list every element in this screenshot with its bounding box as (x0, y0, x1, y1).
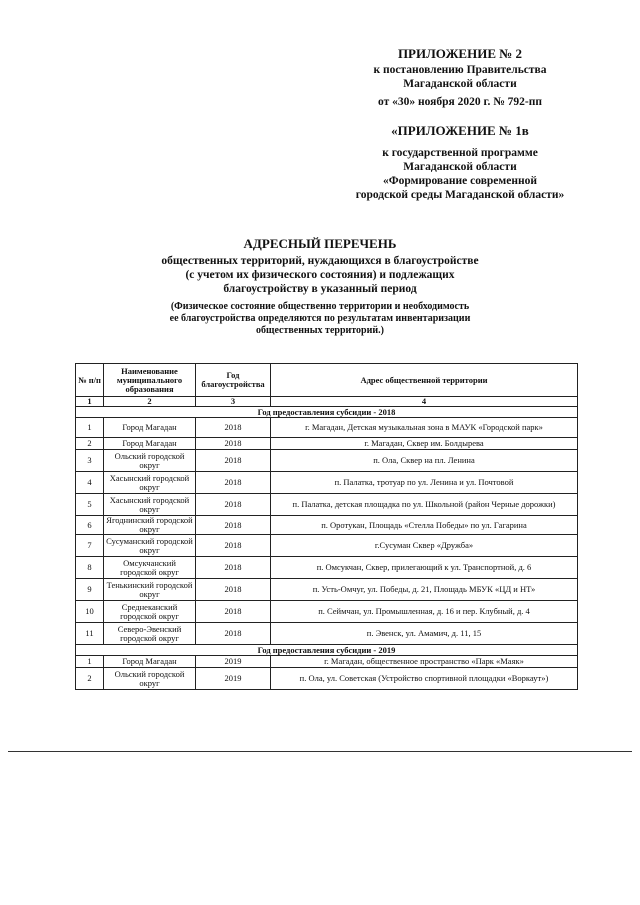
row-number: 7 (76, 535, 104, 557)
header-number: № п/п (76, 364, 104, 397)
appendix-2-line: от «30» ноября 2020 г. № 792-пп (378, 96, 542, 108)
row-year: 2018 (196, 601, 271, 623)
appendix-2-heading: ПРИЛОЖЕНИЕ № 2 (397, 46, 523, 61)
column-number: 3 (196, 397, 271, 407)
row-year: 2018 (196, 579, 271, 601)
row-year: 2018 (196, 438, 271, 450)
row-year: 2018 (196, 418, 271, 438)
row-number: 3 (76, 450, 104, 472)
header-address: Адрес общественной территории (271, 364, 578, 397)
row-address: п. Палатка, детская площадка по ул. Школьной (район Черные дорожки) (271, 494, 578, 516)
section-row (76, 407, 578, 418)
note-line: общественных территорий.) (256, 325, 384, 336)
row-year: 2019 (196, 656, 271, 668)
document-note (80, 301, 560, 337)
section-label: Год предоставления субсидии - 2018 (76, 407, 578, 418)
row-municipality: Хасынский городской округ (104, 472, 196, 494)
table-row (76, 668, 578, 690)
row-year: 2019 (196, 668, 271, 690)
row-number: 1 (76, 656, 104, 668)
row-address: п. Эвенск, ул. Амамич, д. 11, 15 (271, 623, 578, 645)
appendix-1-line: городской среды Магаданской области» (355, 189, 565, 201)
document-subtitle (80, 254, 560, 296)
subtitle-line: (с учетом их физического состояния) и подлежащих (185, 269, 455, 281)
row-municipality: Хасынский городской округ (104, 494, 196, 516)
table-row (76, 472, 578, 494)
appendix-2-line: Магаданской области (403, 78, 517, 90)
column-number: 1 (76, 397, 104, 407)
row-municipality: Город Магадан (104, 418, 196, 438)
row-municipality: Тенькинский городской округ (104, 579, 196, 601)
row-year: 2018 (196, 623, 271, 645)
row-address: п. Усть-Омчуг, ул. Победы, д. 21, Площадь МБУК «ЦД и НТ» (271, 579, 578, 601)
row-year: 2018 (196, 535, 271, 557)
appendix-1-line: «Формирование современной (383, 175, 537, 187)
row-year: 2018 (196, 472, 271, 494)
note-line: ее благоустройства определяются по результатам инвентаризации (169, 313, 471, 324)
address-table (75, 363, 578, 690)
column-number: 2 (104, 397, 196, 407)
row-municipality: Омсукчанский городской округ (104, 557, 196, 579)
row-address: п. Ола, ул. Советская (Устройство спортивной площадки «Воркаут») (271, 668, 578, 690)
row-year: 2018 (196, 494, 271, 516)
row-year: 2018 (196, 557, 271, 579)
table-row (76, 656, 578, 668)
table-row (76, 438, 578, 450)
row-address: г. Магадан, Сквер им. Болдырева (271, 438, 578, 450)
table-body (76, 397, 578, 690)
row-address: г. Магадан, Детская музыкальная зона в МАУК «Городской парк» (271, 418, 578, 438)
row-number: 2 (76, 668, 104, 690)
section-row (76, 645, 578, 656)
row-number: 6 (76, 516, 104, 535)
note-line: (Физическое состояние общественно территории и необходимость (170, 301, 470, 312)
row-address: п. Палатка, тротуар по ул. Ленина и ул. Почтовой (271, 472, 578, 494)
table-row (76, 623, 578, 645)
table-row (76, 494, 578, 516)
table-row (76, 516, 578, 535)
appendix-2-block (300, 47, 620, 109)
section-label: Год предоставления субсидии - 2019 (76, 645, 578, 656)
row-number: 9 (76, 579, 104, 601)
row-year: 2018 (196, 450, 271, 472)
table-row (76, 450, 578, 472)
row-municipality: Ягоднинский городской округ (104, 516, 196, 535)
appendix-1-line: к государственной программе (382, 147, 538, 159)
row-address: п. Омсукчан, Сквер, прилегающий к ул. Транспортной, д. 6 (271, 557, 578, 579)
row-municipality: Ольский городской округ (104, 668, 196, 690)
row-municipality: Ольский городской округ (104, 450, 196, 472)
row-number: 10 (76, 601, 104, 623)
row-address: п. Ола, Сквер на пл. Ленина (271, 450, 578, 472)
row-number: 2 (76, 438, 104, 450)
row-municipality: Сусуманский городской округ (104, 535, 196, 557)
subtitle-line: общественных территорий, нуждающихся в благоустройстве (161, 255, 479, 267)
page-divider (8, 751, 632, 752)
document-title: АДРЕСНЫЙ ПЕРЕЧЕНЬ (243, 236, 397, 251)
row-number: 11 (76, 623, 104, 645)
row-number: 5 (76, 494, 104, 516)
appendix-1-heading: «ПРИЛОЖЕНИЕ № 1в (391, 123, 529, 138)
row-municipality: Среднеканский городской округ (104, 601, 196, 623)
column-number: 4 (271, 397, 578, 407)
table-row (76, 557, 578, 579)
table-row (76, 601, 578, 623)
row-address: п. Оротукан, Площадь «Стелла Победы» по ул. Гагарина (271, 516, 578, 535)
row-number: 8 (76, 557, 104, 579)
table-row (76, 579, 578, 601)
row-address: п. Сеймчан, ул. Промышленная, д. 16 и пер. Клубный, д. 4 (271, 601, 578, 623)
row-municipality: Город Магадан (104, 438, 196, 450)
row-municipality: Город Магадан (104, 656, 196, 668)
row-address: г.Сусуман Сквер «Дружба» (271, 535, 578, 557)
subtitle-line: благоустройству в указанный период (223, 283, 417, 295)
row-address: г. Магадан, общественное пространство «Парк «Маяк» (271, 656, 578, 668)
appendix-2-line: к постановлению Правительства (373, 64, 547, 76)
row-number: 4 (76, 472, 104, 494)
column-numbers-row (76, 397, 578, 407)
table-row (76, 418, 578, 438)
header-year: Год благоустройства (196, 364, 271, 397)
row-year: 2018 (196, 516, 271, 535)
appendix-1-block (300, 124, 620, 202)
row-number: 1 (76, 418, 104, 438)
row-municipality: Северо-Эвенский городской округ (104, 623, 196, 645)
appendix-1-line: Магаданской области (403, 161, 517, 173)
table-row (76, 535, 578, 557)
header-municipality: Наименование муниципального образования (104, 364, 196, 397)
